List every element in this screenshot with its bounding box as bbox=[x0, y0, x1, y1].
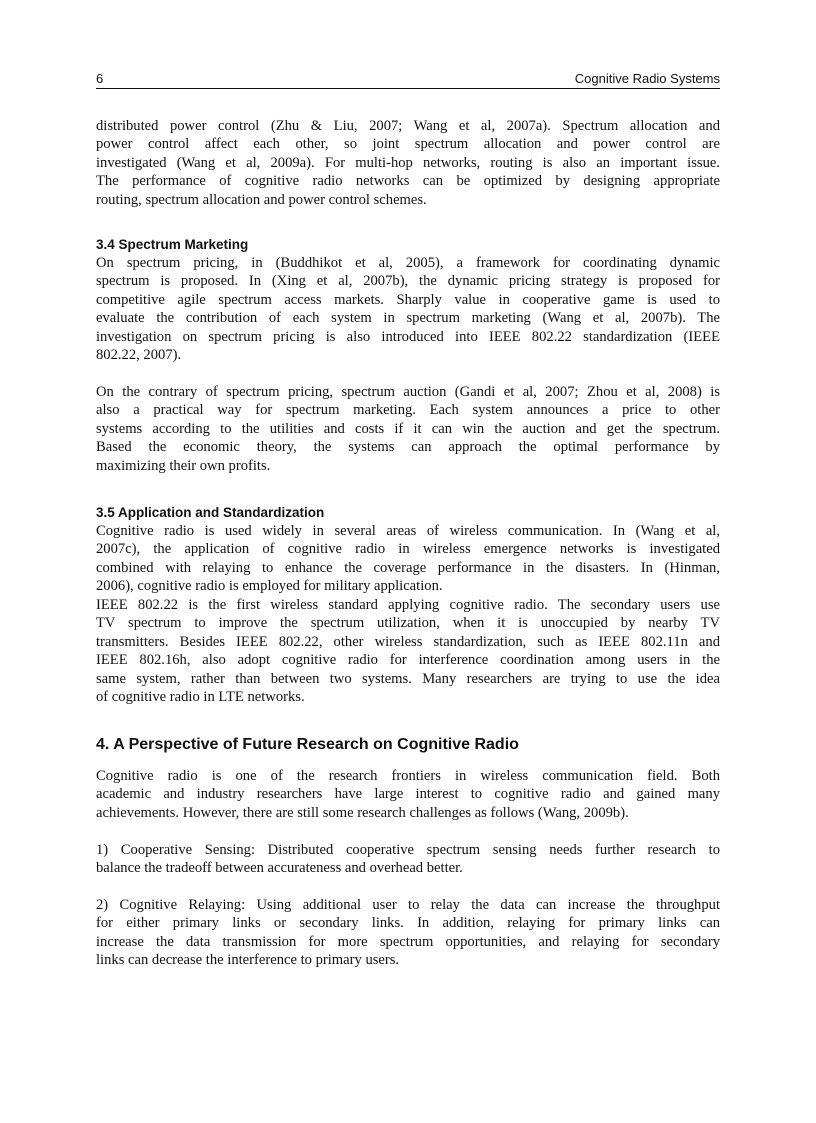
text-line: same system, rather than between two systems. Many researchers are trying to use the idea bbox=[96, 670, 720, 687]
paragraph bbox=[96, 254, 720, 365]
section-heading-4: 4. A Perspective of Future Research on Cognitive Radio bbox=[96, 736, 519, 753]
text-line: 2007c), the application of cognitive radio in wireless emergence networks is investigated bbox=[96, 541, 720, 558]
text-line: achievements. However, there are still some research challenges as follows (Wang, 2009b). bbox=[96, 804, 629, 821]
section-heading-3-4: 3.4 Spectrum Marketing bbox=[96, 237, 249, 252]
text-line: for either primary links or secondary links. In addition, relaying for primary links can bbox=[96, 915, 720, 932]
paragraph bbox=[96, 522, 720, 706]
text-line: IEEE 802.22 is the first wireless standard applying cognitive radio. The secondary users use bbox=[96, 596, 720, 613]
text-line: combined with relaying to enhance the coverage performance in the disasters. In (Hinman, bbox=[96, 559, 720, 576]
text-line: investigated (Wang et al, 2009a). For multi-hop networks, routing is also an important issue. bbox=[96, 154, 720, 171]
text-line: systems according to the utilities and costs if it can win the auction and get the spectrum. bbox=[96, 420, 720, 437]
text-line: also a practical way for spectrum marketing. Each system announces a price to other bbox=[96, 402, 720, 419]
text-line: 2) Cognitive Relaying: Using additional user to relay the data can increase the throughput bbox=[96, 897, 720, 913]
text-line: maximizing their own profits. bbox=[96, 457, 271, 474]
text-line: transmitters. Besides IEEE 802.22, other wireless standardization, such as IEEE 802.11n and bbox=[96, 633, 720, 650]
text-line: On spectrum pricing, in (Buddhikot et al, 2005), a framework for coordinating dynamic bbox=[96, 255, 720, 271]
text-line: of cognitive radio in LTE networks. bbox=[96, 688, 305, 705]
running-title: Cognitive Radio Systems bbox=[574, 71, 720, 86]
text-line: 1) Cooperative Sensing: Distributed cooperative spectrum sensing needs further research to bbox=[96, 842, 720, 858]
text-line: links can decrease the interference to primary users. bbox=[96, 952, 400, 969]
text-line: spectrum is proposed. In (Xing et al, 2007b), the dynamic pricing strategy is proposed for bbox=[96, 273, 720, 290]
text-line: IEEE 802.16h, also adopt cognitive radio for interference coordination among users in the bbox=[96, 652, 720, 669]
text-line: Cognitive radio is used widely in several areas of wireless communication. In (Wang et al, bbox=[96, 523, 720, 539]
text-line: evaluate the contribution of each system in spectrum marketing (Wang et al, 2007b). The bbox=[96, 310, 720, 327]
text-line: Based the economic theory, the systems can approach the optimal performance by bbox=[96, 439, 720, 456]
text-line: routing, spectrum allocation and power control schemes. bbox=[96, 191, 427, 208]
text-line: investigation on spectrum pricing is also introduced into IEEE 802.22 standardization (IEEE bbox=[96, 328, 720, 345]
text-line: academic and industry researchers have large interest to cognitive radio and gained many bbox=[96, 786, 720, 803]
text-line: competitive agile spectrum access markets. Sharply value in cooperative game is used to bbox=[96, 291, 720, 308]
paragraph bbox=[96, 841, 720, 878]
text-line: 802.22, 2007). bbox=[96, 347, 182, 364]
paragraph bbox=[96, 896, 720, 970]
text-line: 2006), cognitive radio is employed for military application. bbox=[96, 578, 443, 595]
text-line: TV spectrum to improve the spectrum utilization, when it is unoccupied by nearby TV bbox=[96, 615, 720, 632]
text-line: On the contrary of spectrum pricing, spectrum auction (Gandi et al, 2007; Zhou et al, 2008) is bbox=[96, 384, 720, 400]
text-line: increase the data transmission for more spectrum opportunities, and relaying for secondary bbox=[96, 933, 720, 950]
text-line: power control affect each other, so joint spectrum allocation and power control are bbox=[96, 136, 720, 153]
paragraph bbox=[96, 117, 720, 209]
text-line: Cognitive radio is one of the research frontiers in wireless communication field. Both bbox=[96, 768, 720, 784]
page-number: 6 bbox=[96, 71, 104, 86]
paragraph bbox=[96, 383, 720, 475]
paragraph bbox=[96, 767, 720, 822]
section-heading-3-5: 3.5 Application and Standardization bbox=[96, 505, 325, 520]
running-header bbox=[96, 70, 720, 89]
text-line: distributed power control (Zhu & Liu, 2007; Wang et al, 2007a). Spectrum allocation and bbox=[96, 118, 720, 134]
text-line: The performance of cognitive radio networks can be optimized by designing appropriate bbox=[96, 173, 720, 190]
text-line: balance the tradeoff between accurateness and overhead better. bbox=[96, 860, 463, 877]
